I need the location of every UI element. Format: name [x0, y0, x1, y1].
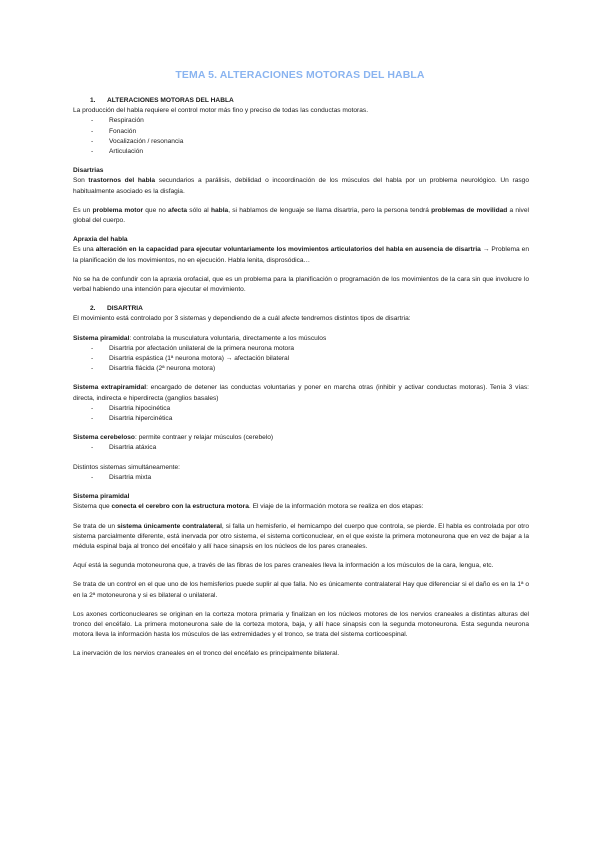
- list-item: - Disartria hipocinética: [73, 404, 529, 414]
- piramidal-paragraph-4: Se trata de un control en el que uno de los hemisferios puede suplir al que falla. No es únicamente contralateral Hay que diferenciar si el daño es en la 1ª o en la 2ª motoneurona y si es bilateral o unilateral.: [73, 581, 529, 599]
- section-title: DISARTRIA: [107, 305, 143, 313]
- list-item: - Vocalización / resonancia: [73, 137, 529, 147]
- document-title: TEMA 5. ALTERACIONES MOTORAS DEL HABLA: [175, 69, 425, 81]
- disartrias-paragraph-1: Son trastornos del habla secundarios a parálisis, debilidad o incoordinación de los músculos del habla por un problema neurológico. Un rasgo habitualmente asociado es la disfagia.: [73, 177, 529, 195]
- sistema-piramidal-heading: Sistema piramidal: [73, 493, 130, 501]
- piramidal-paragraph-3: Aquí está la segunda motoneurona que, a través de las fibras de los pares craneales lleva la información a los músculos de la cara, lengua, etc.: [73, 562, 494, 570]
- disartrias-heading: Disartrias: [73, 167, 104, 175]
- piramidal-paragraph-2: Se trata de un sistema únicamente contralateral, si falla un hemisferio, el hemicampo del cuerpo que controla, se pierde. El habla es controlada por otro sistema parcialmente diferente, está inervada por otro sistema, el sistema corticonuclear, en el que existe la primera motoneurona que en vez de bajar a la médula espinal baja al tronco del encéfalo y allí hace sinapsis en los núcleos de los pares craneales.: [73, 522, 529, 550]
- section-title: ALTERACIONES MOTORAS DEL HABLA: [107, 97, 234, 104]
- disartrias-paragraph-2: Es un problema motor que no afecta sólo al habla, si hablamos de lenguaje se llama disartria, pero la persona tendrá problemas de movilidad a nivel global del cuerpo.: [73, 206, 529, 225]
- section-2-heading: [73, 304, 529, 314]
- piramidal-paragraph-5: Los axones corticonucleares se originan en la corteza motora primaria y finalizan en los núcleos motores de los nervios craneales a distintas alturas del tronco del encéfalo. La primera motoneurona sale de la corteza motora, baja, y allí hace sinapsis con la segunda motoneurona. Esta segunda neurona motora lleva la información hasta los músculos de las extremidades y el tronco, se trata del sistema corticoespinal.: [73, 610, 529, 639]
- list-item: - Disartria flácida (2ª neurona motora): [73, 364, 529, 374]
- speech-components-list: [73, 116, 529, 157]
- section-1-intro: La producción del habla requiere el control motor más fino y preciso de todas las conductas motoras.: [73, 107, 369, 115]
- list-item: - Respiración: [73, 116, 529, 126]
- section-1-heading: [73, 96, 529, 106]
- list-item: - Articulación: [73, 147, 529, 157]
- list-item: - Disartria espástica (1ª neurona motora) → afectación bilateral: [73, 354, 529, 364]
- list-item: - Disartria atáxica: [73, 443, 529, 453]
- extrapiramidal-system-line: Sistema extrapiramidal: encargado de detener las conductas voluntarias y poner en marcha otras (inhibir y activar conductas motoras). Tenía 3 vías: directa, indirecta e hiperdirecta (ganglios basales): [73, 384, 529, 402]
- list-item: - Disartria hipercinética: [73, 414, 529, 424]
- apraxia-paragraph-1: Es una alteración en la capacidad para ejecutar voluntariamente los movimientos articulatorios del habla en ausencia de disartria → Problema en la planificación de los movimientos, no en ejecución. Habla lenita, disprosódica…: [73, 246, 529, 264]
- section-number: 1.: [90, 97, 96, 104]
- list-item: - Disartria por afectación unilateral de la primera neurona motora: [73, 344, 529, 354]
- piramidal-paragraph-6: La inervación de los nervios craneales en el tronco del encéfalo es principalmente bilateral.: [73, 650, 340, 658]
- multiple-systems-list: [73, 473, 529, 483]
- document-body: [73, 96, 529, 660]
- cerebeloso-system-line: Sistema cerebeloso: permite contraer y relajar músculos (cerebelo): [73, 434, 274, 442]
- piramidal-types-list: [73, 344, 529, 375]
- piramidal-paragraph-1: Sistema que conecta el cerebro con la estructura motora. El viaje de la información motora se realiza en dos etapas:: [73, 503, 424, 511]
- apraxia-heading: Apraxia del habla: [73, 236, 128, 244]
- multiple-systems-line: Distintos sistemas simultáneamente:: [73, 463, 181, 471]
- section-2-intro: El movimiento está controlado por 3 sistemas y dependiendo de a cuál afecte tendremos distintos tipos de disartria:: [73, 315, 411, 323]
- section-number: 2.: [90, 305, 96, 313]
- list-item: - Disartria mixta: [73, 473, 529, 483]
- extrapiramidal-types-list: [73, 404, 529, 424]
- cerebeloso-types-list: [73, 443, 529, 453]
- piramidal-system-line: Sistema piramidal: controlaba la musculatura voluntaria, directamente a los músculos: [73, 334, 327, 342]
- list-item: - Fonación: [73, 127, 529, 137]
- apraxia-paragraph-2: No se ha de confundir con la apraxia orofacial, que es un problema para la planificación o programación de los movimientos de la cara sin que involucre lo verbal habiendo una intención para ejecutar el movimiento.: [73, 275, 529, 294]
